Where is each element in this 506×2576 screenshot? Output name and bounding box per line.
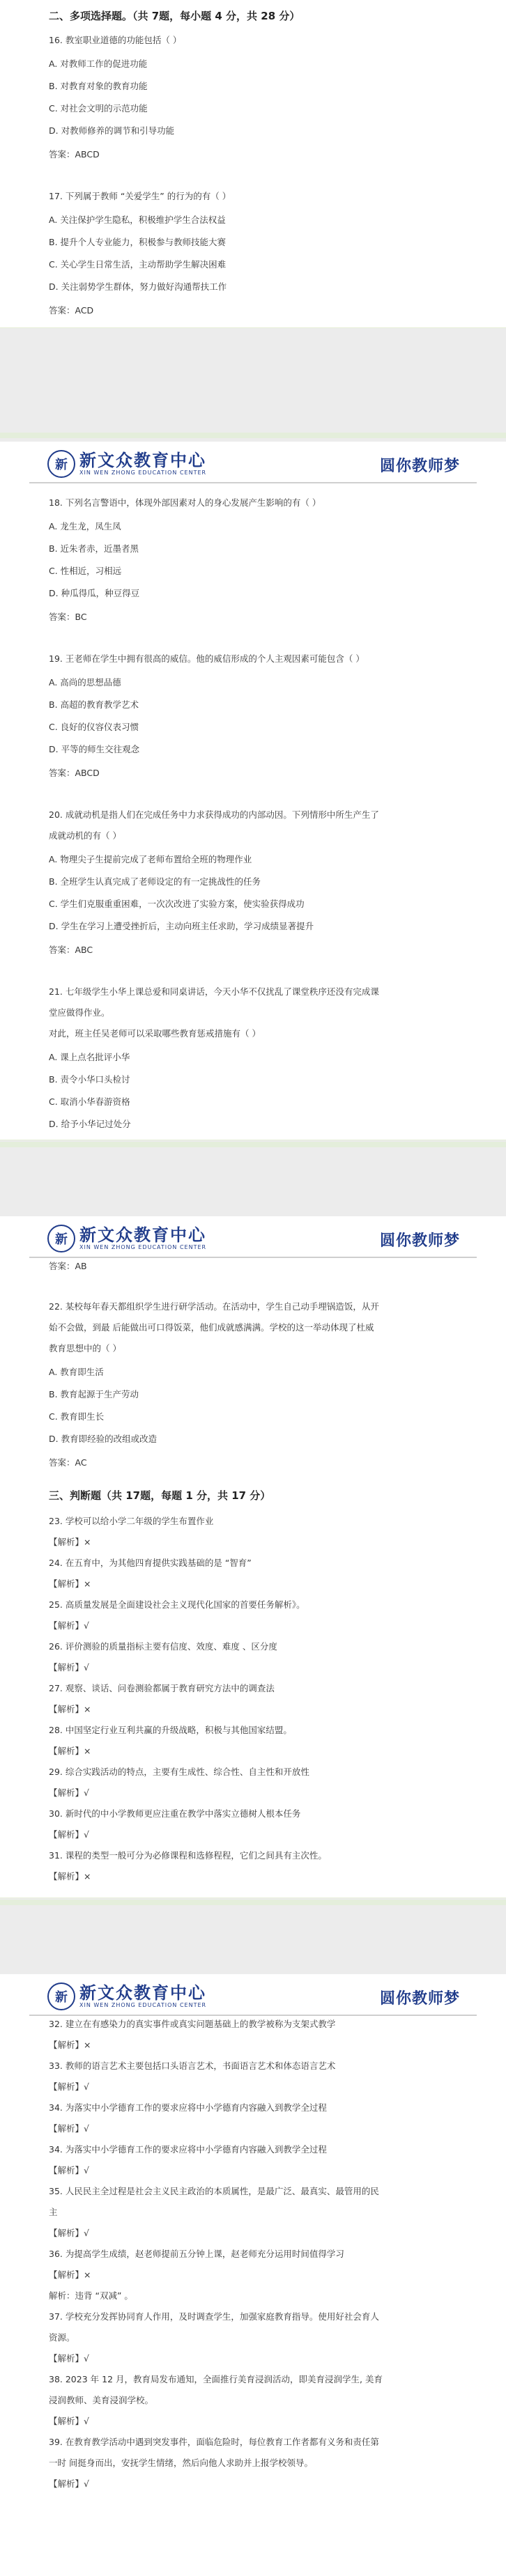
text-line: 二、多项选择题。（共 7题，每小题 4 分，共 28 分） (49, 10, 300, 22)
text-line: 答案：ABC (49, 945, 93, 955)
text-line: 【解析】√ (49, 1620, 89, 1631)
page-separator (0, 327, 506, 442)
text-line: B. 提升个人专业能力，积极参与教师技能大赛 (49, 237, 227, 247)
text-line: D. 平等的师生交往观念 (49, 744, 140, 754)
text-line: 【解析】√ (49, 1662, 89, 1673)
text-line: A. 龙生龙，凤生凤 (49, 521, 121, 532)
text-line: 29. 综合实践活动的特点，主要有生成性、综合性、自主性和开放性 (49, 1767, 309, 1777)
text-line: B. 责令小华口头检讨 (49, 1074, 130, 1085)
page-2-content (49, 442, 471, 1140)
text-line: B. 高超的教育教学艺术 (49, 699, 139, 710)
page-separator (0, 1898, 506, 1975)
text-line: 38. 2023 年 12 月，教育局发布通知，全面推行美育浸润活动，即美育浸润学生, 美育 (49, 2374, 383, 2384)
text-line: D. 教育即经验的改组或改造 (49, 1434, 158, 1444)
text-line: A. 关注保护学生隐私，积极维护学生合法权益 (49, 215, 226, 225)
text-line: 21. 七年级学生小华上课总爱和同桌讲话，今天小华不仅扰乱了课堂秩序还没有完成课 (49, 986, 379, 997)
logo-english-name: XIN WEN ZHONG EDUCATION CENTER (79, 1244, 207, 1250)
text-line: 【解析】√ (49, 2081, 89, 2092)
page-4 (0, 1974, 506, 2576)
header-slogan: 圆你教师梦 (379, 1990, 460, 2008)
text-line: 解析：违背 “双减” 。 (49, 2290, 133, 2301)
text-line: C. 性相近，习相远 (49, 566, 122, 576)
text-line: 【解析】√ (49, 2478, 89, 2489)
page-1-content (49, 0, 471, 327)
text-line: 【解析】√ (49, 2353, 89, 2364)
text-line: C. 关心学生日常生活，主动帮助学生解决困难 (49, 259, 227, 270)
text-line: 30. 新时代的中小学教师更应注重在教学中落实立德树人根本任务 (49, 1808, 301, 1819)
text-line: A. 教育即生活 (49, 1367, 104, 1377)
text-line: B. 全班学生认真完成了老师设定的有一定挑战性的任务 (49, 876, 261, 887)
page-3 (0, 1216, 506, 1898)
text-line: 37. 学校充分发挥协同育人作用，及时调查学生，加强家庭教育指导。使用好社会育人 (49, 2311, 379, 2322)
text-line: C. 学生们克服重重困难，一次次改进了实验方案，使实验获得成功 (49, 899, 305, 909)
text-line: 堂应做得作业。 (49, 1007, 110, 1018)
text-line: A. 课上点名批评小华 (49, 1052, 130, 1062)
text-line: B. 对教育对象的教育功能 (49, 81, 148, 91)
logo-emblem-icon: 新 (47, 1225, 75, 1252)
page-2 (0, 442, 506, 1140)
text-line: 【解析】√ (49, 2228, 89, 2238)
text-line: 三、判断题（共 17题，每题 1 分，共 17 分） (49, 1489, 271, 1502)
text-line: C. 教育即生长 (49, 1411, 105, 1422)
text-line: 一时 间挺身而出，安抚学生情绪，然后向他人求助并上报学校领导。 (49, 2458, 313, 2468)
text-line: 【解析】× (49, 2040, 91, 2050)
text-line: 【解析】√ (49, 1787, 89, 1798)
text-line: 【解析】× (49, 1537, 91, 1547)
page-1 (0, 0, 506, 327)
text-line: 【解析】× (49, 1578, 91, 1589)
text-line: 18. 下列名言警语中，体现外部因素对人的身心发展产生影响的有（ ） (49, 497, 321, 508)
text-line: 答案：ABCD (49, 768, 100, 778)
header-slogan: 圆你教师梦 (379, 458, 460, 475)
text-line: 资源。 (49, 2332, 75, 2343)
logo-emblem-icon: 新 (47, 450, 75, 478)
page-4-content (49, 1974, 471, 2576)
text-line: 始不会做，到最 后能做出可口得饭菜，他们成就感满满。学校的这一举动体现了杜威 (49, 1322, 374, 1333)
text-line: 19. 王老师在学生中拥有很高的威信。他的威信形成的个人主观因素可能包含（ ） (49, 653, 365, 664)
text-line: 20. 成就动机是指人们在完成任务中力求获得成功的内部动因。下列情形中所生产生了 (49, 809, 379, 820)
text-line: 【解析】√ (49, 2165, 89, 2175)
text-line: 39. 在教育教学活动中遇到突发事件，面临危险时，每位教育工作者都有义务和责任第 (49, 2437, 379, 2447)
logo-emblem-icon: 新 (47, 1983, 75, 2010)
text-line: 28. 中国坚定行业互利共赢的升级战略，积极与其他国家结盟。 (49, 1725, 292, 1735)
text-line: D. 种瓜得瓜，种豆得豆 (49, 588, 140, 598)
text-line: 27. 观察、谈话、问卷测验都属于教育研究方法中的调查法 (49, 1683, 275, 1693)
text-line: 23. 学校可以给小学二年级的学生布置作业 (49, 1516, 214, 1526)
text-line: 浸润教师、美育浸润学校。 (49, 2395, 154, 2405)
text-line: 【解析】√ (49, 2123, 89, 2134)
text-line: 33. 教师的语言艺术主要包括口头语言艺术，书面语言艺术和体态语言艺术 (49, 2061, 336, 2071)
logo-chinese-name: 新文众教育中心 (79, 1225, 206, 1245)
text-line: 【解析】× (49, 1704, 91, 1714)
text-line: 16. 教室职业道德的功能包括（ ） (49, 35, 182, 45)
text-line: 【解析】× (49, 1746, 91, 1756)
text-line: 32. 建立在有感染力的真实事件或真实问题基础上的教学被称为支架式教学 (49, 2019, 336, 2029)
text-line: D. 对教师修养的调节和引导功能 (49, 125, 175, 136)
text-line: 答案：AB (49, 1261, 87, 1271)
text-line: C. 良好的仪容仪表习惯 (49, 722, 139, 732)
text-line: 36. 为提高学生成绩，赵老师提前五分钟上课，赵老师充分运用时间值得学习 (49, 2249, 344, 2259)
text-line: 答案：AC (49, 1457, 87, 1468)
text-line: 26. 评价测验的质量指标主要有信度、效度、难度 、区分度 (49, 1641, 277, 1652)
text-line: 35. 人民民主全过程是社会主义民主政治的本质属性，是最广泛、最真实、最管用的民 (49, 2186, 379, 2196)
page-3-content (49, 1216, 471, 1898)
text-line: 22. 某校每年春天都组织学生进行研学活动。在活动中，学生自己动手埋锅造饭，从开 (49, 1301, 379, 1312)
text-line: 教育思想中的（ ） (49, 1343, 121, 1353)
text-line: 34. 为落实中小学德育工作的要求应将中小学德育内容融入到教学全过程 (49, 2102, 327, 2113)
text-line: 答案：ABCD (49, 149, 100, 160)
page-separator (0, 1140, 506, 1217)
text-line: 17. 下列属于教师 “关爱学生” 的行为的有（ ） (49, 191, 231, 201)
text-line: 【解析】× (49, 2269, 91, 2280)
text-line: 24. 在五育中，为其他四育提供实践基础的是 “智育” (49, 1558, 252, 1568)
text-line: B. 近朱者赤，近墨者黑 (49, 543, 139, 554)
text-line: A. 高尚的思想品德 (49, 677, 121, 688)
text-line: 对此，班主任吴老师可以采取哪些教育惩戒措施有（ ） (49, 1028, 261, 1039)
text-line: D. 给予小华记过处分 (49, 1119, 131, 1129)
logo-chinese-name: 新文众教育中心 (79, 1983, 206, 2003)
text-line: 主 (49, 2207, 58, 2217)
text-line: 成就动机的有（ ） (49, 830, 121, 841)
header-slogan: 圆你教师梦 (379, 1232, 460, 1250)
text-line: 31. 课程的类型一般可分为必修课程和选修程程，它们之间具有主次性。 (49, 1850, 327, 1861)
text-line: C. 对社会文明的示范功能 (49, 103, 148, 114)
text-line: 【解析】√ (49, 2416, 89, 2426)
text-line: A. 物理尖子生提前完成了老师布置给全班的物理作业 (49, 854, 252, 864)
text-line: 34. 为落实中小学德育工作的要求应将中小学德育内容融入到教学全过程 (49, 2144, 327, 2155)
text-line: 【解析】√ (49, 1829, 89, 1840)
logo-english-name: XIN WEN ZHONG EDUCATION CENTER (79, 2002, 207, 2008)
text-line: 答案：BC (49, 612, 87, 622)
text-line: B. 教育起源于生产劳动 (49, 1389, 139, 1399)
text-line: C. 取消小华春游资格 (49, 1096, 130, 1107)
logo-english-name: XIN WEN ZHONG EDUCATION CENTER (79, 470, 207, 476)
text-line: D. 关注弱势学生群体，努力做好沟通帮扶工作 (49, 281, 227, 292)
text-line: D. 学生在学习上遭受挫折后，主动向班主任求助，学习成绩显著提升 (49, 921, 314, 931)
text-line: 答案：ACD (49, 305, 94, 316)
text-line: 25. 高质量发展是全面建设社会主义现代化国家的首要任务解析》。 (49, 1599, 305, 1610)
logo-chinese-name: 新文众教育中心 (79, 450, 206, 470)
text-line: 【解析】× (49, 1871, 91, 1881)
text-line: A. 对教师工作的促进功能 (49, 59, 148, 69)
